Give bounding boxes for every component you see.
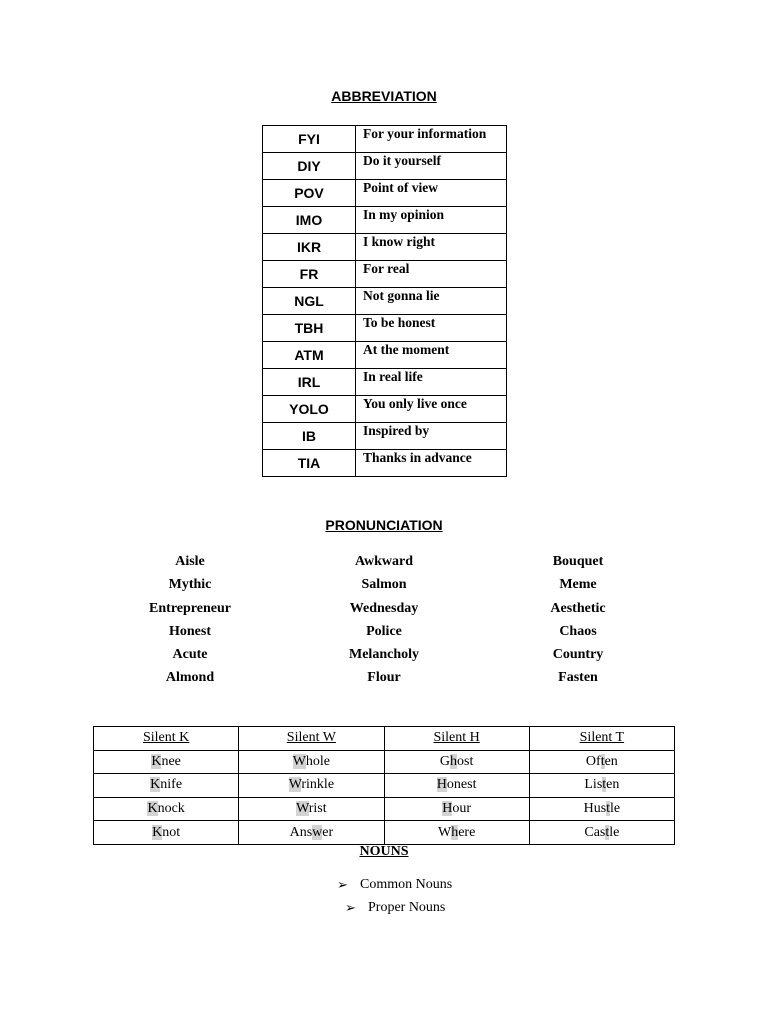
word-suffix: nee — [161, 753, 181, 769]
pronunciation-row — [0, 666, 768, 689]
silent-word — [94, 797, 239, 821]
pronunciation-word: Police — [366, 623, 402, 639]
abbreviation-code: YOLO — [263, 396, 356, 423]
silent-letter-highlight: K — [150, 777, 161, 793]
abbreviation-row — [263, 234, 507, 261]
word-prefix: Of — [585, 753, 601, 769]
word-prefix: W — [437, 824, 452, 840]
silent-word — [239, 797, 384, 821]
arrow-bullet-icon: ➢ — [345, 900, 356, 915]
silent-letter-highlight: W — [288, 777, 302, 793]
silent-letter-highlight: h — [451, 824, 459, 840]
abbreviation-row — [263, 261, 507, 288]
abbreviation-code: IMO — [263, 207, 356, 234]
abbreviation-row — [263, 369, 507, 396]
word-suffix: our — [452, 801, 472, 817]
silent-letter-highlight: W — [292, 753, 306, 769]
word-prefix: G — [439, 753, 451, 769]
abbreviation-code: NGL — [263, 288, 356, 315]
pronunciation-heading: PRONUNCIATION — [325, 517, 443, 533]
word-suffix: nock — [157, 801, 185, 817]
silent-letters-header — [94, 727, 239, 751]
word-prefix: Ans — [289, 824, 313, 840]
abbreviation-meaning: Inspired by — [356, 423, 507, 450]
abbreviation-code: TIA — [263, 450, 356, 477]
abbreviation-code: IRL — [263, 369, 356, 396]
abbreviation-code: POV — [263, 180, 356, 207]
word-suffix: not — [162, 824, 181, 840]
silent-word — [94, 821, 239, 845]
abbreviation-code: FYI — [263, 126, 356, 153]
silent-word — [529, 797, 674, 821]
silent-letter-highlight: W — [296, 801, 309, 817]
abbreviation-row — [263, 396, 507, 423]
pronunciation-word: Aesthetic — [550, 600, 606, 616]
word-prefix: Hus — [583, 801, 607, 817]
pronunciation-word: Chaos — [559, 623, 597, 639]
abbreviation-code: IB — [263, 423, 356, 450]
silent-letter-highlight: t — [600, 753, 605, 769]
silent-word — [94, 750, 239, 774]
silent-letter-highlight: K — [147, 801, 158, 817]
silent-word — [384, 821, 529, 845]
silent-letters-row — [94, 797, 675, 821]
pronunciation-word: Honest — [169, 623, 211, 639]
silent-letter-highlight: H — [436, 777, 447, 793]
silent-word — [384, 774, 529, 798]
silent-letters-header-label: Silent W — [286, 730, 336, 746]
abbreviation-meaning: At the moment — [356, 342, 507, 369]
silent-word — [529, 750, 674, 774]
abbreviation-meaning: I know right — [356, 234, 507, 261]
pronunciation-row — [0, 573, 768, 596]
silent-letter-highlight: t — [602, 777, 607, 793]
pronunciation-word: Salmon — [361, 577, 407, 593]
abbreviation-row — [263, 180, 507, 207]
pronunciation-word: Bouquet — [552, 554, 604, 569]
nouns-list-item — [0, 874, 768, 897]
silent-word — [94, 774, 239, 798]
pronunciation-word: Acute — [172, 647, 208, 663]
word-prefix: Cas — [584, 824, 606, 840]
pronunciation-word: Country — [552, 647, 604, 663]
abbreviation-row — [263, 342, 507, 369]
silent-letter-highlight: H — [442, 801, 453, 817]
silent-letter-highlight: K — [151, 753, 162, 769]
silent-letters-header-label: Silent K — [142, 730, 190, 746]
silent-letters-header — [239, 727, 384, 751]
nouns-item-label: Proper Nouns — [368, 900, 446, 915]
pronunciation-word: Almond — [165, 670, 215, 686]
abbreviation-row — [263, 423, 507, 450]
word-suffix: ost — [457, 753, 474, 769]
word-prefix: Lis — [584, 777, 603, 793]
silent-letter-highlight: w — [312, 824, 323, 840]
abbreviation-code: IKR — [263, 234, 356, 261]
abbreviation-meaning: Not gonna lie — [356, 288, 507, 315]
abbreviation-code: TBH — [263, 315, 356, 342]
word-suffix: rist — [308, 801, 327, 817]
pronunciation-word: Mythic — [168, 577, 212, 593]
pronunciation-row — [0, 620, 768, 643]
nouns-list-item — [0, 897, 768, 920]
abbreviation-meaning: In my opinion — [356, 207, 507, 234]
pronunciation-word: Fasten — [558, 670, 598, 686]
abbreviation-row — [263, 288, 507, 315]
pronunciation-word: Flour — [367, 670, 401, 686]
silent-word — [529, 774, 674, 798]
abbreviation-row — [263, 126, 507, 153]
silent-letters-header-row — [94, 727, 675, 751]
silent-word — [239, 821, 384, 845]
abbreviation-row — [263, 315, 507, 342]
pronunciation-word: Entrepreneur — [149, 600, 231, 616]
silent-word — [384, 797, 529, 821]
word-suffix: rinkle — [301, 777, 335, 793]
word-suffix: ere — [458, 824, 476, 840]
silent-word — [239, 774, 384, 798]
pronunciation-word-grid — [0, 550, 768, 690]
silent-word — [529, 821, 674, 845]
word-suffix: en — [604, 753, 618, 769]
abbreviation-meaning: You only live once — [356, 396, 507, 423]
pronunciation-word: Aisle — [175, 554, 205, 569]
word-suffix: er — [322, 824, 334, 840]
arrow-bullet-icon: ➢ — [337, 877, 348, 892]
silent-letter-highlight: h — [450, 753, 458, 769]
abbreviation-row — [263, 450, 507, 477]
silent-letters-header — [529, 727, 674, 751]
abbreviation-row — [263, 153, 507, 180]
abbreviation-meaning: Thanks in advance — [356, 450, 507, 477]
silent-letters-row — [94, 750, 675, 774]
nouns-item-label: Common Nouns — [360, 877, 453, 892]
abbreviation-row — [263, 207, 507, 234]
word-suffix: le — [609, 824, 620, 840]
nouns-heading: NOUNS — [359, 844, 409, 859]
abbreviation-code: DIY — [263, 153, 356, 180]
pronunciation-word: Awkward — [354, 554, 414, 569]
word-suffix: onest — [446, 777, 477, 793]
abbreviation-meaning: For your information — [356, 126, 507, 153]
nouns-list — [0, 874, 768, 920]
silent-letters-header — [384, 727, 529, 751]
abbreviation-heading: ABBREVIATION — [331, 88, 437, 104]
abbreviation-meaning: In real life — [356, 369, 507, 396]
abbreviation-code: ATM — [263, 342, 356, 369]
abbreviation-meaning: For real — [356, 261, 507, 288]
pronunciation-row — [0, 550, 768, 573]
silent-word — [384, 750, 529, 774]
abbreviation-table — [262, 125, 507, 477]
silent-letters-table — [93, 726, 675, 845]
silent-letters-row — [94, 774, 675, 798]
abbreviation-meaning: Point of view — [356, 180, 507, 207]
pronunciation-word: Melancholy — [349, 647, 419, 663]
abbreviation-meaning: To be honest — [356, 315, 507, 342]
silent-letter-highlight: t — [606, 801, 611, 817]
abbreviation-meaning: Do it yourself — [356, 153, 507, 180]
pronunciation-row — [0, 597, 768, 620]
silent-letter-highlight: K — [152, 824, 163, 840]
pronunciation-row — [0, 643, 768, 666]
silent-letters-row — [94, 821, 675, 845]
word-suffix: nife — [160, 777, 183, 793]
silent-letters-header-label: Silent T — [579, 730, 625, 746]
abbreviation-code: FR — [263, 261, 356, 288]
word-suffix: le — [610, 801, 621, 817]
word-suffix: en — [606, 777, 620, 793]
silent-letters-header-label: Silent H — [433, 730, 480, 746]
silent-word — [239, 750, 384, 774]
pronunciation-word: Wednesday — [349, 600, 419, 616]
pronunciation-word: Meme — [559, 577, 597, 593]
word-suffix: hole — [305, 753, 331, 769]
silent-letter-highlight: t — [605, 824, 610, 840]
